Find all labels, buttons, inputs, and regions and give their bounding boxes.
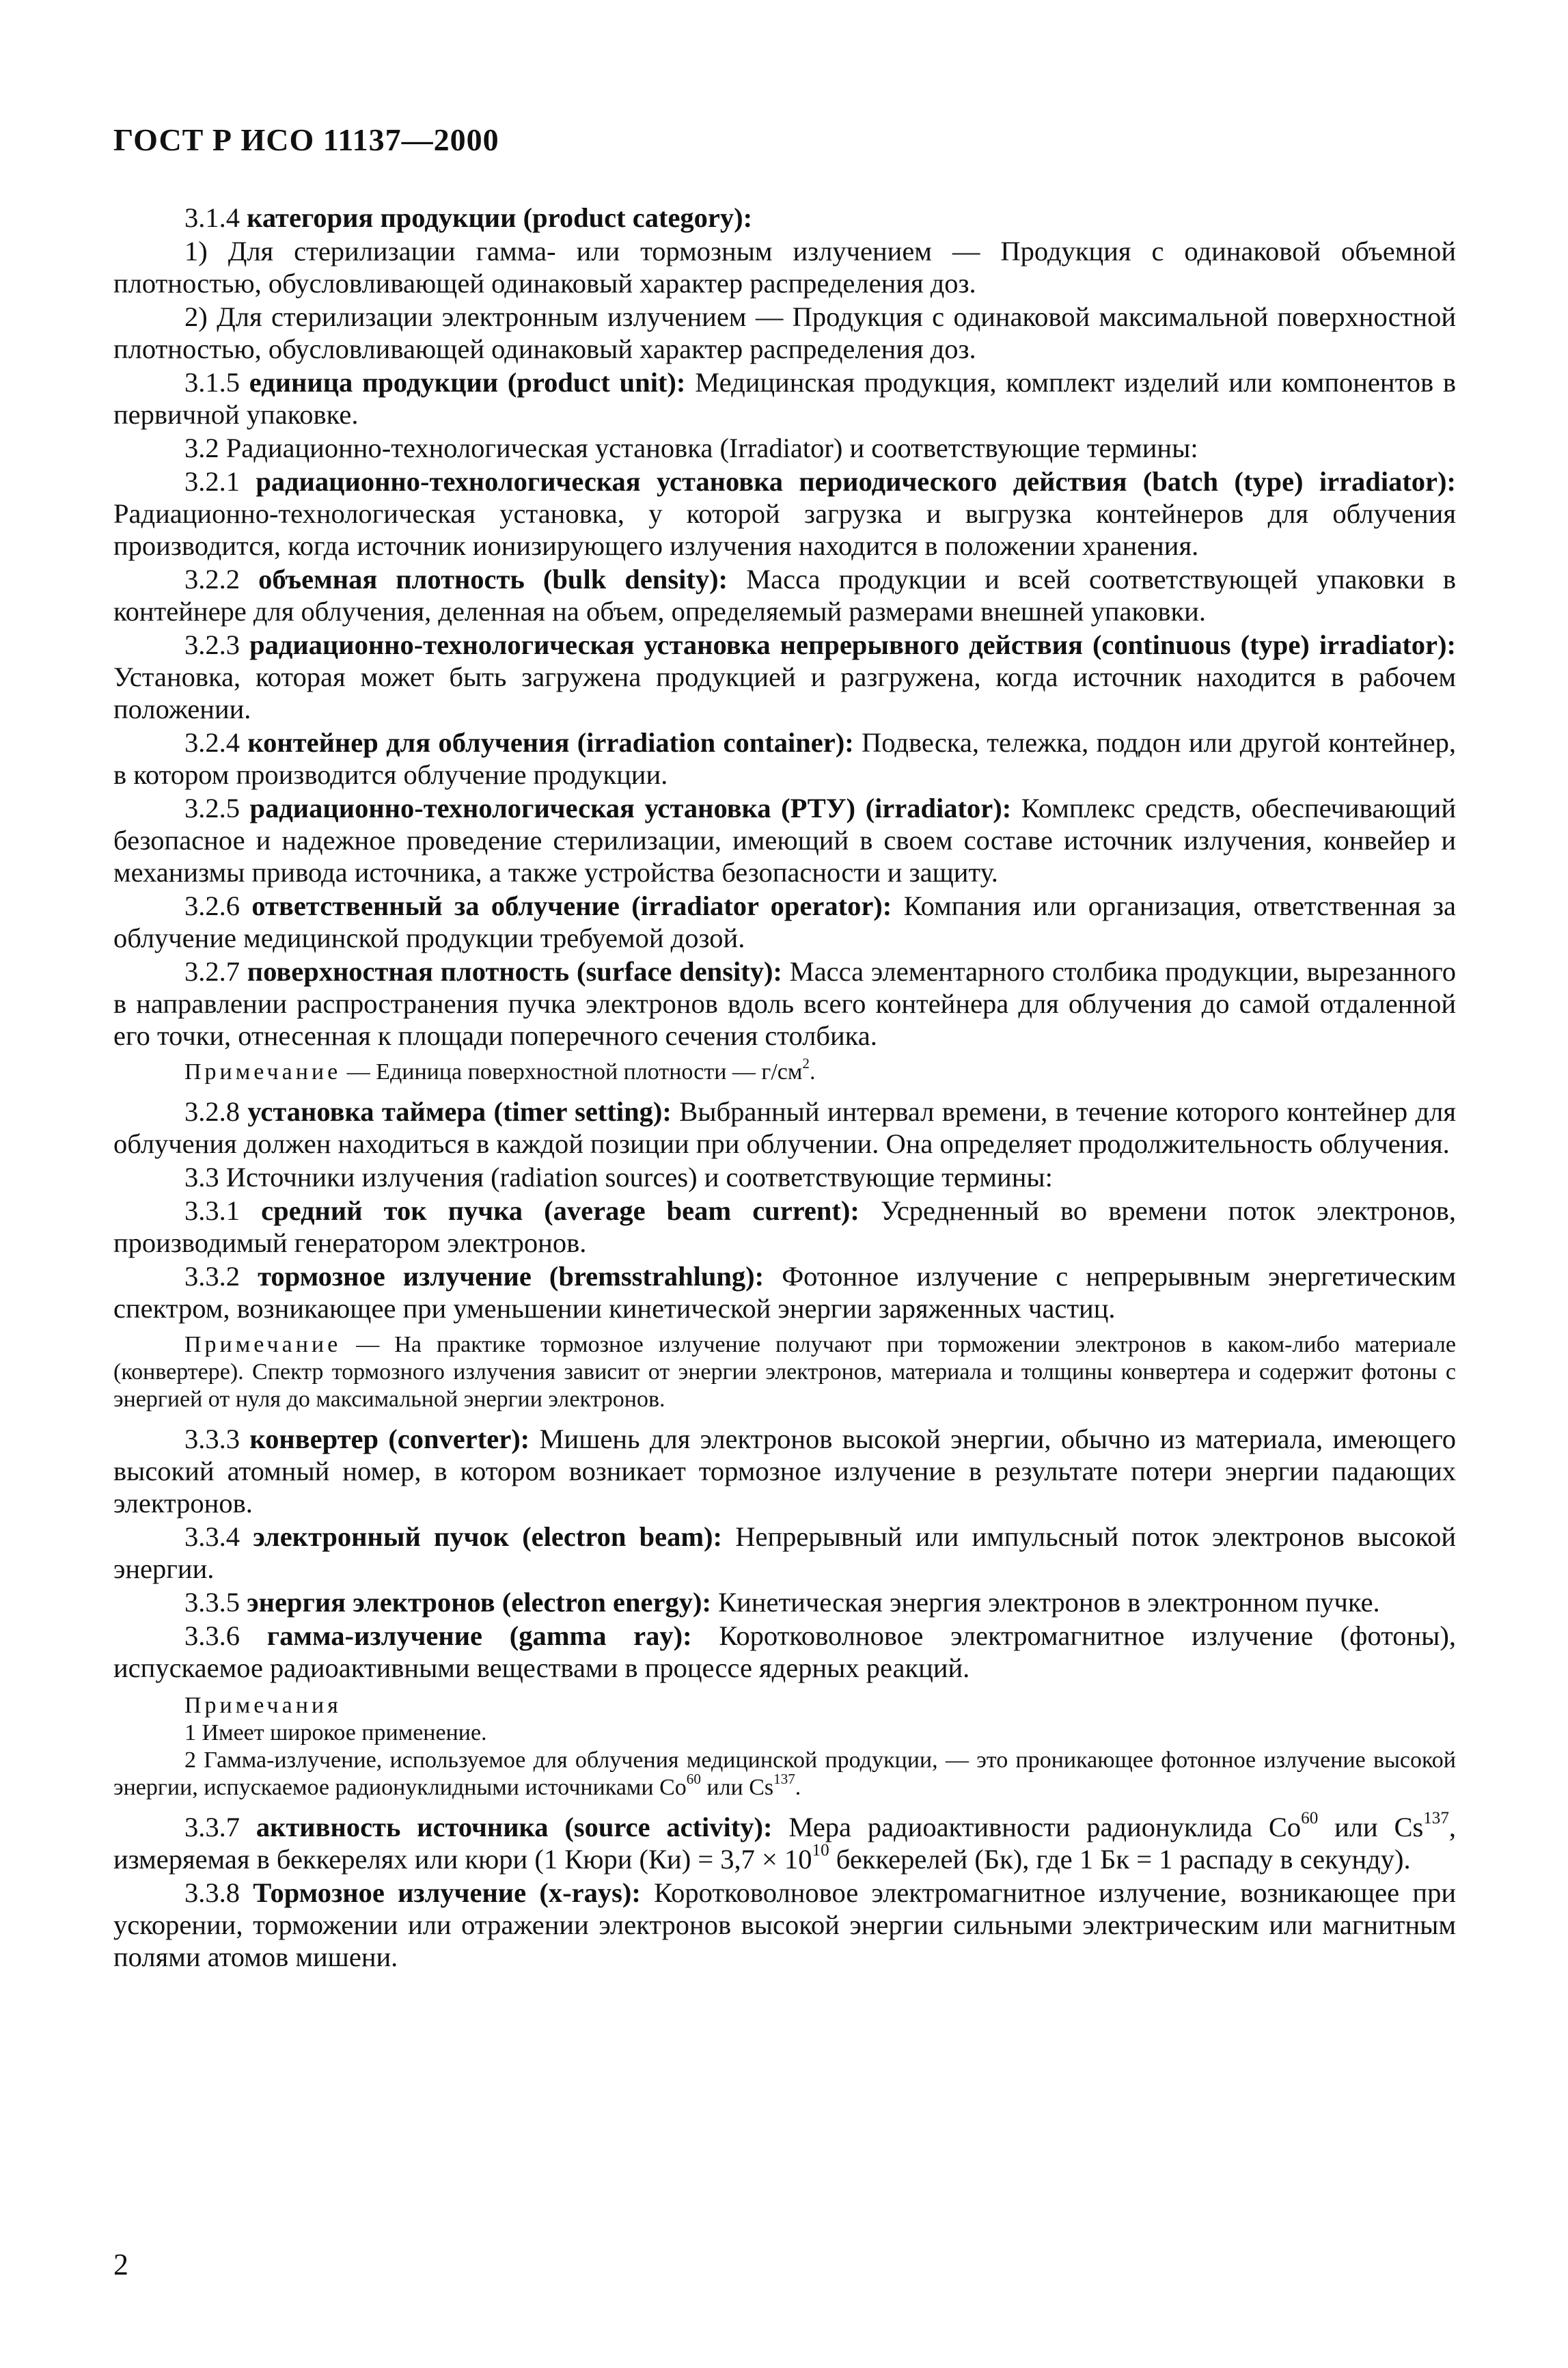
note-text: 2 Гамма-излучение, используемое для облучения медицинской продукции, — это проникающее фотонное излучение высокой энергии, испускаемое радионуклидными источниками Co — [113, 1747, 1456, 1800]
item-3-2-7 — [113, 955, 1456, 1052]
item-3-3-8 — [113, 1877, 1456, 1973]
item-number: 3.3.4 — [184, 1521, 240, 1552]
term: гамма-излучение (gamma ray): — [266, 1620, 692, 1651]
item-number: 3.1.4 — [184, 202, 240, 233]
definition: Компания или организация, ответственная за облучение медицинской продукции требуемой дозой. — [113, 890, 1457, 953]
item-number: 3.2.7 — [184, 956, 240, 987]
superscript: 10 — [812, 1841, 829, 1860]
superscript: 137 — [773, 1771, 795, 1788]
item-3-1-4-point-1: 1) Для стерилизации гамма- или тормозным излучением — Продукция с одинаковой объемной плотностью, обусловливающей одинаковый характер распределения доз. — [113, 236, 1456, 299]
definition: Мишень для электронов высокой энергии, обычно из материала, имеющего высокий атомный номер, в котором возникает тормозное излучение в результате потери энергии падающих электронов. — [113, 1424, 1457, 1519]
definition: Комплекс средств, обеспечивающий безопасное и надежное проведение стерилизации, имеющий в своем составе источник излучения, конвейер и механизмы привода источника, а также устройства безопасности и защиту. — [113, 793, 1456, 888]
section-3-3: 3.3 Источники излучения (radiation sources) и соответствующие термины: — [184, 1162, 1053, 1193]
item-number: 3.2.4 — [184, 727, 240, 758]
item-number: 3.3.2 — [184, 1261, 240, 1292]
definition: Радиационно-технологическая установка, у которой загрузка и выгрузка контейнеров для облучения производится, когда источник ионизирующего излучения находится в положении хранения. — [113, 498, 1456, 561]
definition: Медицинская продукция, комплект изделий или компонентов в первичной упаковке. — [113, 367, 1457, 430]
superscript: 2 — [802, 1055, 810, 1072]
item-3-3-5 — [113, 1586, 1456, 1618]
page-number: 2 — [113, 2248, 128, 2281]
item-3-1-4-point-2: 2) Для стерилизации электронным излучением — Продукция с одинаковой максимальной поверхностной плотностью, обусловливающей одинаковый характер распределения доз. — [113, 301, 1456, 364]
term: средний ток пучка (average beam current): — [261, 1195, 859, 1226]
item-number: 3.2.3 — [184, 629, 240, 660]
document-body — [113, 202, 1456, 1974]
document-header: ГОСТ Р ИСО 11137—2000 — [113, 122, 499, 157]
term: тормозное излучение (bremsstrahlung): — [258, 1261, 765, 1292]
item-3-2-8 — [113, 1095, 1456, 1160]
item-number: 3.2.8 — [184, 1096, 240, 1127]
definition: Фотонное излучение с непрерывным энергетическим спектром, возникающее при уменьшении кинетической энергии заряженных частиц. — [113, 1261, 1457, 1324]
term: радиационно-технологическая установка периодического действия (batch (type) irradiator): — [256, 466, 1457, 497]
item-3-3-3 — [113, 1423, 1456, 1519]
definition: Коротковолновое электромагнитное излучение, возникающее при ускорении, торможении или отражении электронов высокой энергии сильными электрическим или магнитным полями атомов мишени. — [113, 1877, 1457, 1972]
item-3-2-1 — [113, 465, 1456, 562]
item-3-3-6 — [113, 1620, 1456, 1684]
note-3-2-7 — [113, 1055, 1456, 1086]
term: установка таймера (timer setting): — [247, 1096, 672, 1127]
definition: Мера радиоактивности радионуклида Co — [788, 1812, 1302, 1842]
term: объемная плотность (bulk density): — [258, 564, 728, 595]
definition: Масса элементарного столбика продукции, вырезанного в направлении распространения пучка электронов вдоль всего контейнера для облучения до самой отдаленной его точки, отнесенная к площади поперечного сечения столбика. — [113, 956, 1457, 1051]
notes-3-3-6-item-2 — [113, 1747, 1456, 1801]
note-text: — Единица поверхностной плотности — г/см — [341, 1059, 803, 1085]
item-3-2-4 — [113, 726, 1456, 791]
item-number: 3.2.1 — [184, 466, 240, 497]
note-label: Примечание — [184, 1059, 342, 1085]
term: Тормозное излучение (x-rays): — [253, 1877, 641, 1908]
term: конвертер (converter): — [249, 1424, 530, 1454]
section-3-2: 3.2 Радиационно-технологическая установка (Irradiator) и соответствующие термины: — [184, 433, 1198, 463]
item-3-3-7 — [113, 1811, 1456, 1875]
item-number: 3.1.5 — [184, 367, 240, 398]
item-3-2-5 — [113, 792, 1456, 888]
item-3-2-3 — [113, 629, 1456, 725]
term: контейнер для облучения (irradiation container): — [247, 727, 854, 758]
note-label: Примечание — [184, 1332, 342, 1357]
note-3-3-2 — [113, 1331, 1456, 1413]
item-number: 3.2.6 — [184, 890, 240, 921]
superscript: 137 — [1423, 1809, 1449, 1828]
superscript: 60 — [1301, 1809, 1319, 1828]
notes-3-3-6-label: Примечания — [184, 1693, 342, 1718]
definition: Усредненный во времени поток электронов, производимый генератором электронов. — [113, 1195, 1457, 1258]
definition: Выбранный интервал времени, в течение которого контейнер для облучения должен находиться в каждой позиции при облучении. Она определяет продолжительность облучения. — [113, 1096, 1456, 1159]
superscript: 60 — [686, 1771, 701, 1788]
item-number: 3.3.7 — [184, 1812, 240, 1842]
definition: Коротковолновое электромагнитное излучение (фотоны), испускаемое радиоактивными веществами в процессе ядерных реакций. — [113, 1620, 1456, 1683]
item-number: 3.3.5 — [184, 1587, 240, 1618]
notes-3-3-6-item-1: 1 Имеет широкое применение. — [184, 1720, 487, 1745]
term: ответственный за облучение (irradiator operator): — [251, 890, 892, 921]
item-number: 3.3.6 — [184, 1620, 240, 1651]
item-number: 3.3.3 — [184, 1424, 240, 1454]
definition: Кинетическая энергия электронов в электронном пучке. — [718, 1587, 1380, 1618]
definition: или Cs — [1318, 1812, 1424, 1842]
definition: Установка, которая может быть загружена продукцией и разгружена, когда источник находится в рабочем положении. — [113, 662, 1456, 724]
definition: Масса продукции и всей соответствующей упаковки в контейнере для облучения, деленная на объем, определяемый размерами внешней упаковки. — [113, 564, 1457, 627]
definition: Непрерывный или импульсный поток электронов высокой энергии. — [113, 1521, 1457, 1584]
item-3-3-2 — [113, 1260, 1456, 1324]
term: радиационно-технологическая установка (РТУ) (irradiator): — [249, 793, 1012, 824]
note-end: . — [809, 1059, 816, 1085]
item-3-2-2 — [113, 563, 1456, 627]
term: электронный пучок (electron beam): — [253, 1521, 723, 1552]
note-text: — На практике тормозное излучение получают при торможении электронов в каком-либо материале (конвертере). Спектр тормозного излучения зависит от энергии электронов, материала и толщины конвертера и содержит фотоны с энергией от нуля до максимальной энергии электронов. — [113, 1332, 1456, 1412]
item-3-1-5 — [113, 366, 1456, 431]
term: поверхностная плотность (surface density): — [247, 956, 782, 987]
definition: беккерелей (Бк), где 1 Бк = 1 распаду в секунду). — [829, 1844, 1411, 1875]
definition: Подвеска, тележка, поддон или другой контейнер, в котором производится облучение продукции. — [113, 727, 1457, 790]
item-number: 3.3.8 — [184, 1877, 240, 1908]
item-3-3-4 — [113, 1521, 1456, 1585]
term: категория продукции (product category): — [247, 202, 753, 233]
term: активность источника (source activity): — [256, 1812, 773, 1842]
note-end: . — [795, 1775, 801, 1800]
note-text: или Cs — [700, 1775, 774, 1800]
term: радиационно-технологическая установка непрерывного действия (continuous (type) irradiator): — [249, 629, 1457, 660]
term: единица продукции (product unit): — [249, 367, 686, 398]
item-number: 3.3.1 — [184, 1195, 240, 1226]
item-3-2-6 — [113, 890, 1456, 954]
item-3-1-4 — [113, 202, 1456, 234]
definition: , измеряемая в беккерелях или кюри (1 Кюри (Ки) = 3,7 × 10 — [113, 1812, 1457, 1875]
item-number: 3.2.2 — [184, 564, 240, 595]
item-number: 3.2.5 — [184, 793, 240, 824]
term: энергия электронов (electron energy): — [247, 1587, 711, 1618]
item-3-3-1 — [113, 1195, 1456, 1259]
